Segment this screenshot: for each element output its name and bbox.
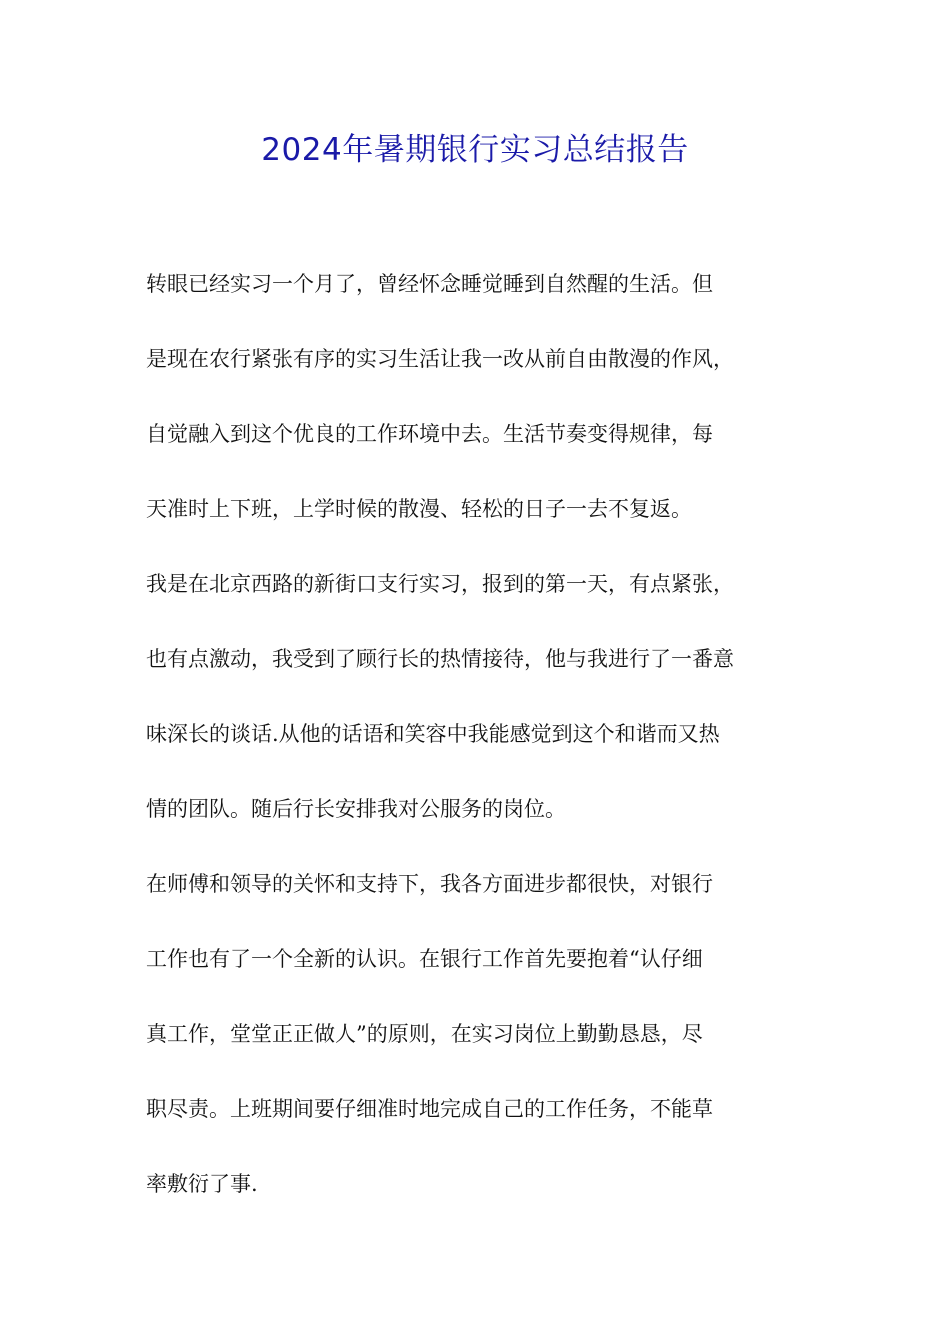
paragraph-line: 我是在北京西路的新街口支行实习，报到的第一天，有点紧张， bbox=[146, 572, 734, 596]
paragraph-line: 工作也有了一个全新的认识。在银行工作首先要抱着“认仔细 bbox=[146, 947, 703, 971]
paragraph-line: 情的团队。随后行长安排我对公服务的岗位。 bbox=[146, 797, 566, 821]
paragraph-line: 职尽责。上班期间要仔细准时地完成自己的工作任务，不能草 bbox=[146, 1097, 713, 1121]
paragraph-line: 在师傅和领导的关怀和支持下，我各方面进步都很快，对银行 bbox=[146, 872, 713, 896]
paragraph-line: 味深长的谈话.从他的话语和笑容中我能感觉到这个和谐而又热 bbox=[146, 722, 720, 746]
paragraph-line: 自觉融入到这个优良的工作环境中去。生活节奏变得规律，每 bbox=[146, 422, 713, 446]
paragraph-line: 也有点激动，我受到了顾行长的热情接待，他与我进行了一番意 bbox=[146, 647, 734, 671]
paragraph-line: 是现在农行紧张有序的实习生活让我一改从前自由散漫的作风， bbox=[146, 347, 734, 371]
paragraph-line: 天准时上下班，上学时候的散漫、轻松的日子一去不复返。 bbox=[146, 497, 692, 521]
paragraph-line: 转眼已经实习一个月了，曾经怀念睡觉睡到自然醒的生活。但 bbox=[146, 272, 713, 296]
paragraph-line: 真工作，堂堂正正做人”的原则，在实习岗位上勤勤恳恳，尽 bbox=[146, 1022, 703, 1046]
page-title: 2024年暑期银行实习总结报告 bbox=[261, 132, 689, 168]
paragraph-line: 率敷衍了事. bbox=[146, 1172, 258, 1196]
